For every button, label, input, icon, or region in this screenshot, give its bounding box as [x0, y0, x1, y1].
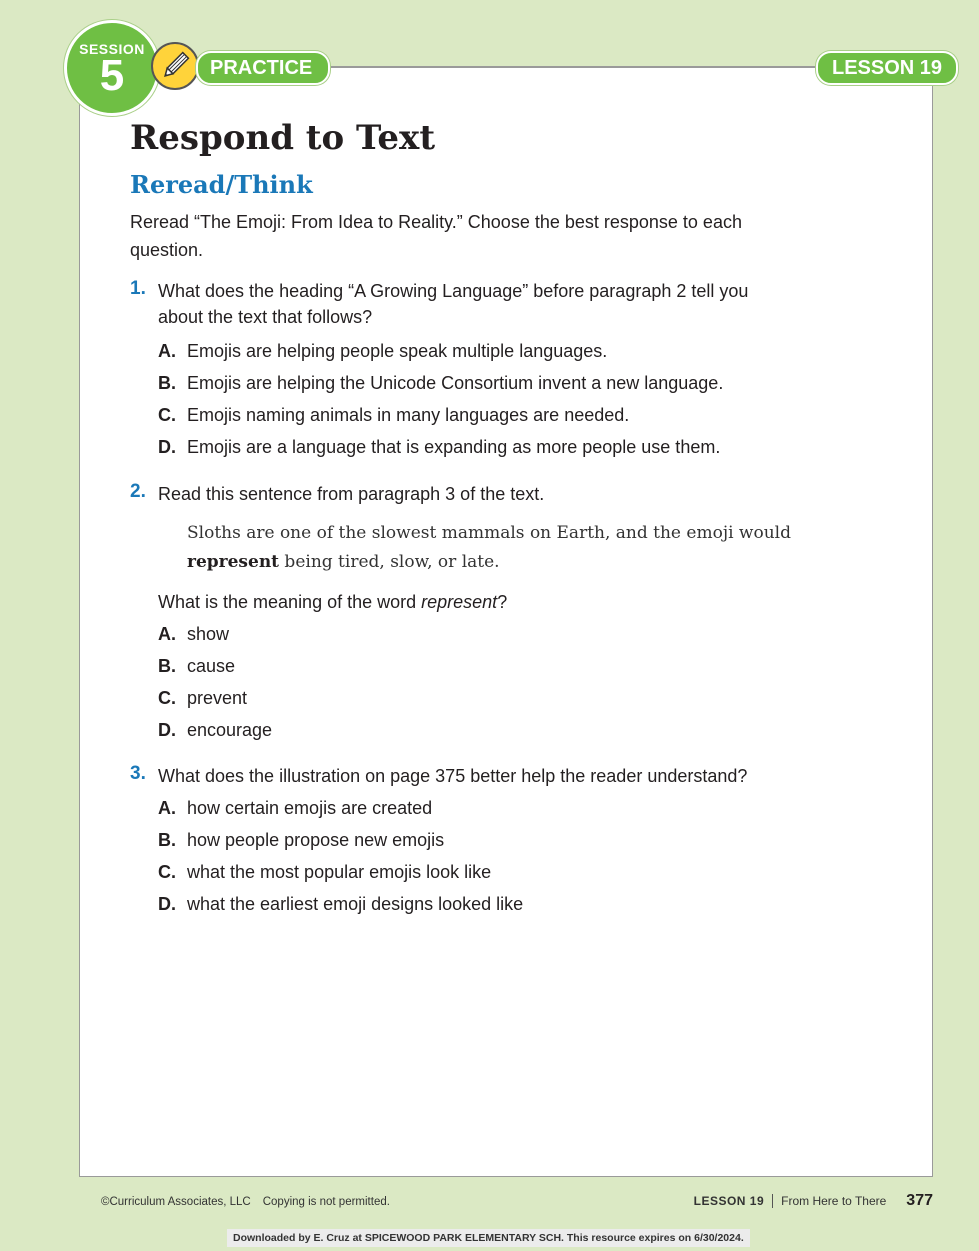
session-number: 5 — [99, 51, 125, 100]
option-letter: A. — [158, 341, 176, 361]
answer-option[interactable] — [158, 717, 820, 749]
option-letter: D. — [158, 894, 176, 914]
question-text: What does the illustration on page 375 better help the reader understand? — [158, 766, 748, 786]
footer-copyright — [101, 1196, 390, 1208]
option-text: encourage — [187, 720, 273, 740]
question-prompt: What is the meaning of the word represent? — [158, 592, 508, 612]
footer-unit-title: From Here to There — [781, 1194, 887, 1208]
option-text: Emojis are helping the Unicode Consortium invent a new language. — [187, 373, 724, 393]
option-text: show — [187, 624, 230, 644]
question-number: 3. — [130, 763, 146, 784]
question-2 — [130, 481, 820, 749]
quote-text: Sloths are one of the slowest mammals on Earth, and the emoji would — [187, 523, 791, 543]
option-letter: A. — [158, 798, 176, 818]
option-letter: B. — [158, 656, 176, 676]
option-letter: C. — [158, 405, 176, 425]
footer-lesson-info — [694, 1192, 933, 1210]
answer-option[interactable] — [158, 434, 820, 466]
question-text: Read this sentence from paragraph 3 of the text. — [158, 484, 545, 504]
vocab-word-italic: represent — [421, 592, 498, 612]
answer-option[interactable] — [158, 338, 820, 370]
pencil-icon — [151, 42, 199, 90]
practice-label: PRACTICE — [196, 51, 330, 85]
answer-option[interactable] — [158, 370, 820, 402]
answer-option[interactable] — [158, 795, 820, 827]
instructions: Reread “The Emoji: From Idea to Reality.” Choose the best response to each question. — [130, 212, 742, 260]
answer-option[interactable] — [158, 859, 820, 891]
lesson-label: LESSON 19 — [816, 51, 958, 85]
option-letter: C. — [158, 688, 176, 708]
option-text: what the earliest emoji designs looked like — [187, 894, 524, 914]
option-text: what the most popular emojis look like — [187, 862, 492, 882]
copy-notice: Copying is not permitted. — [262, 1196, 390, 1208]
option-letter: D. — [158, 720, 176, 740]
option-letter: C. — [158, 862, 176, 882]
answer-option[interactable] — [158, 891, 820, 923]
option-text: Emojis are a language that is expanding as more people use them. — [187, 437, 721, 457]
option-text: Emojis are helping people speak multiple languages. — [187, 341, 608, 361]
copyright-text: ©Curriculum Associates, LLC — [101, 1196, 251, 1208]
download-notice: Downloaded by E. Cruz at SPICEWOOD PARK ELEMENTARY SCH. This resource expires on 6/30/2024. — [227, 1229, 750, 1247]
session-badge — [64, 20, 160, 116]
vocab-word: represent — [187, 552, 280, 572]
footer-lesson: LESSON 19 — [693, 1194, 765, 1208]
answer-option[interactable] — [158, 685, 820, 717]
answer-option[interactable] — [158, 402, 820, 434]
question-1 — [130, 278, 820, 466]
option-letter: A. — [158, 624, 176, 644]
header-rule — [300, 66, 830, 68]
answer-option[interactable] — [158, 653, 820, 685]
page-title: Respond to Text — [130, 118, 436, 158]
option-letter: D. — [158, 437, 176, 457]
answer-option[interactable] — [158, 621, 820, 653]
option-text: Emojis naming animals in many languages are needed. — [187, 405, 630, 425]
footer-divider — [772, 1194, 773, 1208]
question-text: What does the heading “A Growing Language” before paragraph 2 tell you about the text that follows? — [158, 281, 749, 327]
option-letter: B. — [158, 830, 176, 850]
quoted-sentence — [187, 519, 807, 577]
question-3 — [130, 763, 820, 923]
question-number: 2. — [130, 481, 146, 502]
option-text: cause — [187, 656, 236, 676]
question-number: 1. — [130, 278, 146, 299]
page-number: 377 — [906, 1192, 933, 1209]
option-letter: B. — [158, 373, 176, 393]
section-subtitle: Reread/Think — [130, 170, 313, 199]
quote-text: being tired, slow, or late. — [279, 552, 500, 572]
option-text: how people propose new emojis — [187, 830, 445, 850]
answer-option[interactable] — [158, 827, 820, 859]
session-label: SESSION — [79, 41, 145, 57]
option-text: how certain emojis are created — [187, 798, 433, 818]
option-text: prevent — [187, 688, 248, 708]
